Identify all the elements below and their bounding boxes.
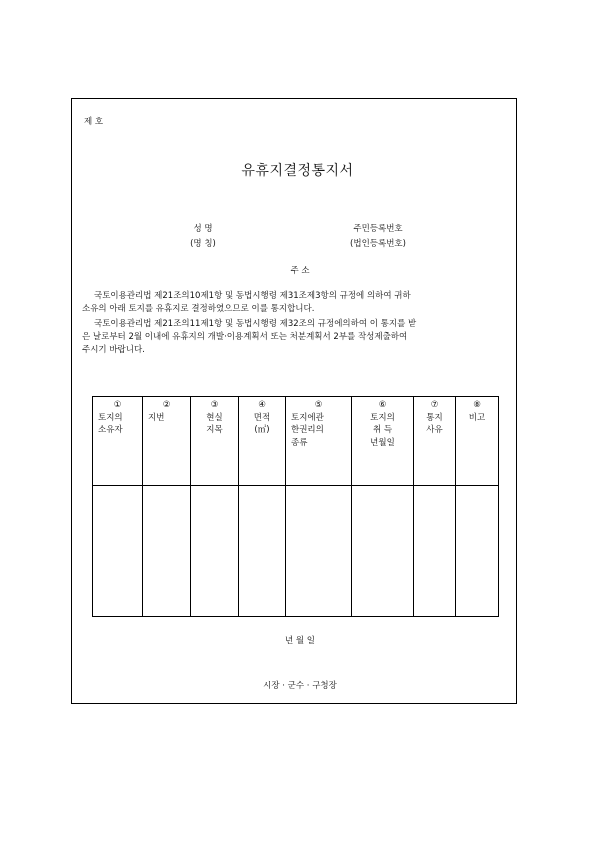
column-header-area: ④ 면적 (㎡) [239, 397, 286, 486]
signatory-title: 시장 · 군수 · 구청장 [263, 681, 337, 691]
column-header-notice-reason: ⑦ 통지 사유 [414, 397, 456, 486]
paragraph-line: 국토이용관리법 제21조의11제1항 및 동법시행령 제32조의 규정에의하여 이 통지를 받 [94, 319, 417, 329]
page-title: 유휴지결정통지서 [241, 163, 354, 179]
column-header-lot-number: ② 지번 [143, 397, 191, 486]
notice-paragraph-1 [82, 290, 514, 316]
table-header-row [93, 397, 499, 486]
name-alt-label: (명 칭) [190, 239, 216, 249]
table-cell-land-category[interactable] [191, 486, 239, 617]
column-header-acquisition-date: ⑥ 토지의 취 득 년월일 [352, 397, 414, 486]
column-header-land-category: ③ 현실 지목 [191, 397, 239, 486]
date-line: 년 월 일 [284, 636, 316, 646]
table-cell-notice-reason[interactable] [414, 486, 456, 617]
table-cell-area[interactable] [239, 486, 286, 617]
table-cell-lot-number[interactable] [143, 486, 191, 617]
corporate-number-label: (법인등록번호) [350, 239, 406, 249]
notice-paragraph-2 [82, 318, 514, 357]
land-info-table [92, 396, 499, 617]
table-cell-acquisition-date[interactable] [352, 486, 414, 617]
paragraph-line: 국토이용관리법 제21조의10제1항 및 동법시행령 제31조제3항의 규정에 의하여 귀하 [94, 291, 411, 301]
paragraph-line: 주시기 바랍니다. [82, 345, 145, 355]
table-cell-remarks[interactable] [456, 486, 499, 617]
document-number-label: 제 호 [84, 117, 104, 127]
column-header-rights-type: ⑤ 토지에관 한권리의 종류 [286, 397, 352, 486]
column-header-owner: ① 토지의 소유자 [93, 397, 143, 486]
address-label: 주 소 [290, 266, 310, 276]
table-cell-owner[interactable] [93, 486, 143, 617]
paragraph-line: 은 날로부터 2월 이내에 유휴지의 개발·이용계획서 또는 처분계획서 2부를 작성제출하여 [82, 332, 408, 342]
table-row [93, 486, 499, 617]
name-label: 성 명 [193, 224, 213, 234]
paragraph-line: 소유의 아래 토지를 유휴지로 결정하였으므로 이를 통지합니다. [82, 304, 315, 314]
table-cell-rights-type[interactable] [286, 486, 352, 617]
column-header-remarks: ⑧ 비고 [456, 397, 499, 486]
resident-number-label: 주민등록번호 [353, 224, 403, 234]
